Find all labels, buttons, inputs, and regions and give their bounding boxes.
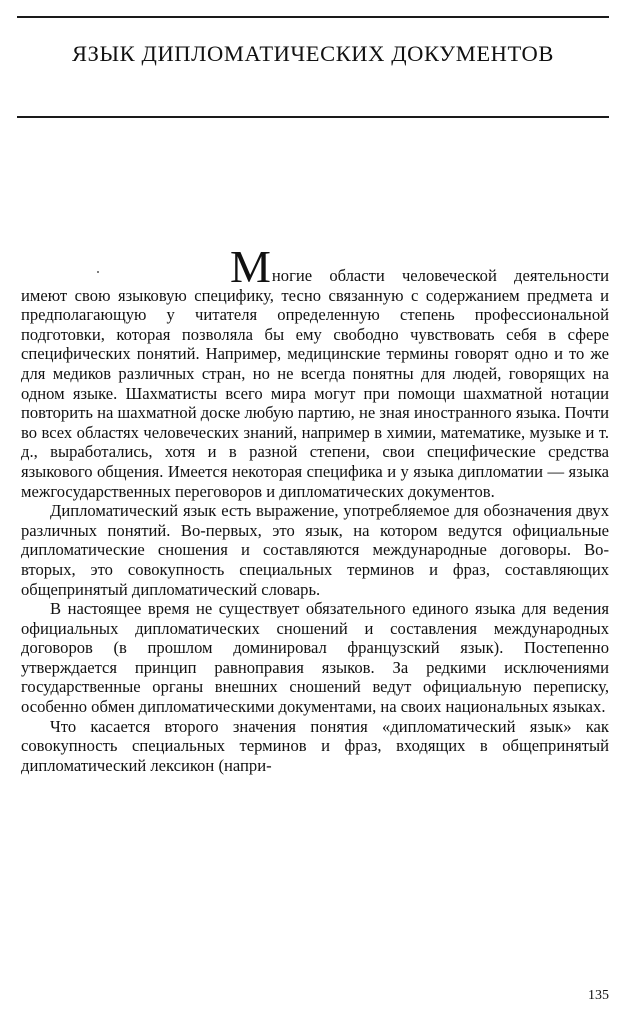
bottom-rule — [17, 116, 609, 118]
chapter-title: ЯЗЫК ДИПЛОМАТИЧЕСКИХ ДОКУМЕНТОВ — [71, 41, 555, 66]
paragraph-1 — [21, 241, 609, 501]
page-number: 135 — [588, 988, 609, 1003]
top-rule — [17, 16, 609, 18]
paragraph-4: Что касается второго значения понятия «дипломатический язык» как совокупность специальных терминов и фраз, входящих в общепринятый дипломатический лексикон (напри- — [21, 716, 609, 775]
paragraph-2: Дипломатический язык есть выражение, употребляемое для обозначения двух различных понятий. Во-первых, это язык, на котором ведутся официальные дипломатические сношения и составляются международные договоры. Во-вторых, это совокупность специальных терминов и фраз, составляющих общепринятый дипломатический словарь. — [21, 501, 609, 599]
paragraph-3: В настоящее время не существует обязательного единого языка для ведения официальных дипломатических сношений и составления международных договоров (в прошлом доминировал французский язык). Постепенно утверждается принцип равноправия языков. За редкими исключениями государственные органы внешних сношений ведут официальную переписку, особенно обмен дипломатическими документами, на своих национальных языках. — [21, 599, 609, 717]
drop-cap: М — [230, 241, 271, 292]
paragraph-1-text: ногие области человеческой деятельности имеют свою языковую специфику, тесно связанную с содержанием предмета и предполагающую у читателя определенную степень профессиональной подготовки, которая позволяла бы ему свободно чувствовать себя в сфере специфических понятий. Например, медицинские термины говорят одно и то же для медиков различных стран, но не всегда понятны для людей, говорящих на одном языке. Шахматисты всего мира могут при помощи шахматной нотации повторить на шахматной доске любую партию, не зная иностранного языка. Почти во всех областях человеческих знаний, например в химии, математике, музыке и т. д., выработались, хотя и в разной степени, свои специфические средства языкового общения. Имеется некоторая специфика и у языка дипломатии — языка межгосударственных переговоров и дипломатических документов. — [21, 266, 609, 501]
body-text — [21, 241, 609, 775]
